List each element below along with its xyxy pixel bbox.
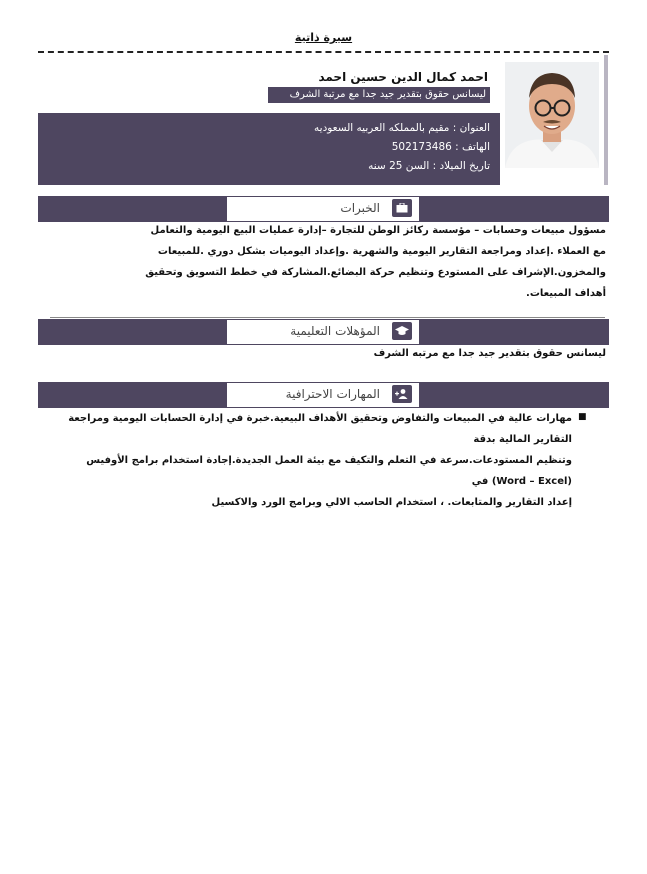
- experience-line: مع العملاء .إعداد ومراجعة التقارير اليومية والشهرية .وإعداد اليوميات بشكل دوري .للمبيعات: [157, 246, 606, 257]
- header-accent-border: [604, 55, 608, 185]
- skills-line: مهارات عالية في المبيعات والتفاوض وتحقيق الأهداف البيعية.خبرة في إدارة الحسابات اليومية ومراجعة التقارير المالية بدقة: [68, 413, 572, 445]
- birth-line: تاريخ الميلاد : السن 25 سنه: [368, 160, 490, 172]
- document-title: سيرة ذاتية: [294, 31, 353, 44]
- education-section-title: المؤهلات التعليمية: [290, 324, 380, 338]
- experience-section-title: الخبرات: [340, 201, 380, 215]
- skills-section-title: المهارات الاحترافية: [285, 387, 380, 401]
- address-line: العنوان : مقيم بالمملكه العربيه السعوديه: [314, 122, 490, 134]
- full-name: احمد كمال الدين حسين احمد: [318, 70, 488, 84]
- skills-line: وتنظيم المستودعات.سرعة في التعلم والتكيف مع بيئة العمل الجديدة.إجادة استخدام برامج الأوفيس (Word – Excel) في: [86, 455, 572, 487]
- phone-line: الهاتف : 502173486: [391, 141, 490, 153]
- experience-line: والمخزون.الإشراف على المستودع وتنظيم حركة البضائع.المشاركة في خطط التسويق وتحقيق: [145, 267, 606, 278]
- experience-line: أهداف المبيعات.: [526, 288, 606, 299]
- skills-line: إعداد التقارير والمتابعات. ، استخدام الحاسب الالي وبرامج الورد والاكسيل: [211, 497, 572, 508]
- dashed-divider: [38, 51, 609, 53]
- graduation-cap-icon: [392, 322, 412, 340]
- bullet-marker: ■: [578, 412, 587, 422]
- degree-summary: ليسانس حقوق بتقدير جيد جدا مع مرتبة الشرف: [289, 89, 486, 100]
- briefcase-icon: [392, 199, 412, 217]
- education-text: ليسانس حقوق بتقدير جيد جدا مع مرتبه الشرف: [373, 348, 606, 359]
- profile-photo: [505, 62, 599, 168]
- section-divider: [50, 317, 605, 318]
- experience-text: [40, 220, 606, 304]
- skills-text: [50, 408, 572, 513]
- user-plus-icon: [392, 385, 412, 403]
- experience-line: مسؤول مبيعات وحسابات – مؤسسة ركائز الوطن للتجارة –إدارة عمليات البيع اليومية والتعامل: [150, 225, 606, 236]
